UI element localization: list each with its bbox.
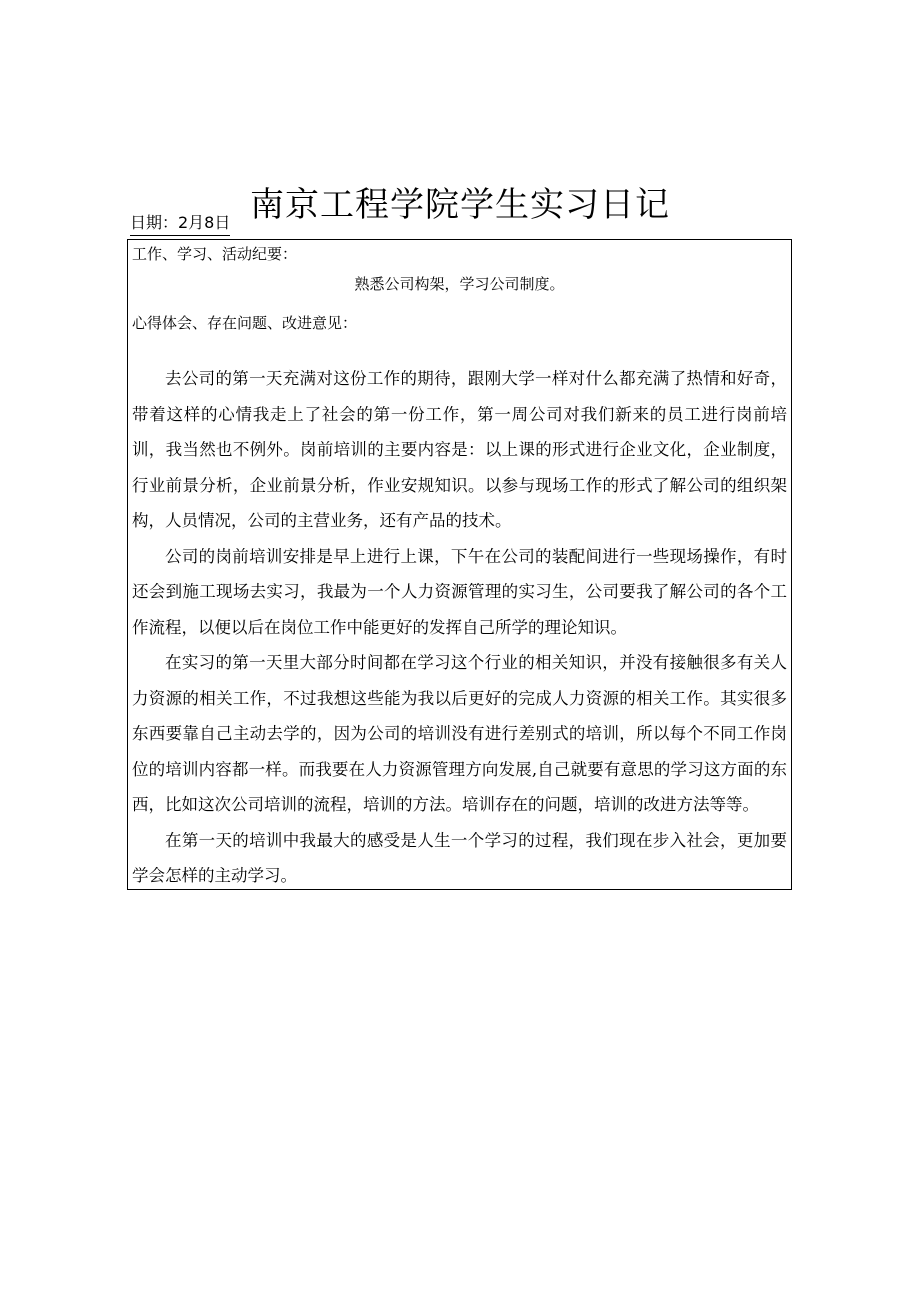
date-label: 日期：2月8日 xyxy=(130,211,230,236)
paragraph: 公司的岗前培训安排是早上进行上课，下午在公司的装配间进行一些现场操作，有时还会到施工现场去实习，我最为一个人力资源管理的实习生，公司要我了解公司的各个工作流程，以便以后在岗位工作中能更好的发挥自己所学的理论知识。 xyxy=(132,546,787,637)
reflection-body xyxy=(132,361,787,894)
activity-label: 工作、学习、活动纪要： xyxy=(132,245,298,263)
activity-summary: 熟悉公司构架，学习公司制度。 xyxy=(354,275,565,293)
paragraph: 在第一天的培训中我最大的感受是人生一个学习的过程，我们现在步入社会，更加要学会怎样的主动学习。 xyxy=(132,830,787,885)
reflection-label: 心得体会、存在问题、改进意见： xyxy=(132,314,358,332)
diary-table xyxy=(127,239,792,890)
paragraph: 去公司的第一天充满对这份工作的期待，跟刚大学一样对什么都充满了热情和好奇，带着这样的心情我走上了社会的第一份工作，第一周公司对我们新来的员工进行岗前培训，我当然也不例外。岗前培训的主要内容是：以上课的形式进行企业文化，企业制度，行业前景分析，企业前景分析，作业安规知识。以参与现场工作的形式了解公司的组织架构，人员情况，公司的主营业务，还有产品的技术。 xyxy=(132,369,787,530)
paragraph: 在实习的第一天里大部分时间都在学习这个行业的相关知识，并没有接触很多有关人力资源的相关工作，不过我想这些能为我以后更好的完成人力资源的相关工作。其实很多东西要靠自己主动去学的，因为公司的培训没有进行差别式的培训，所以每个不同工作岗位的培训内容都一样。而我要在人力资源管理方向发展,自己就要有意思的学习这方面的东西，比如这次公司培训的流程，培训的方法。培训存在的问题，培训的改进方法等等。 xyxy=(132,653,787,814)
page-title: 南京工程学院学生实习日记 xyxy=(250,184,670,225)
